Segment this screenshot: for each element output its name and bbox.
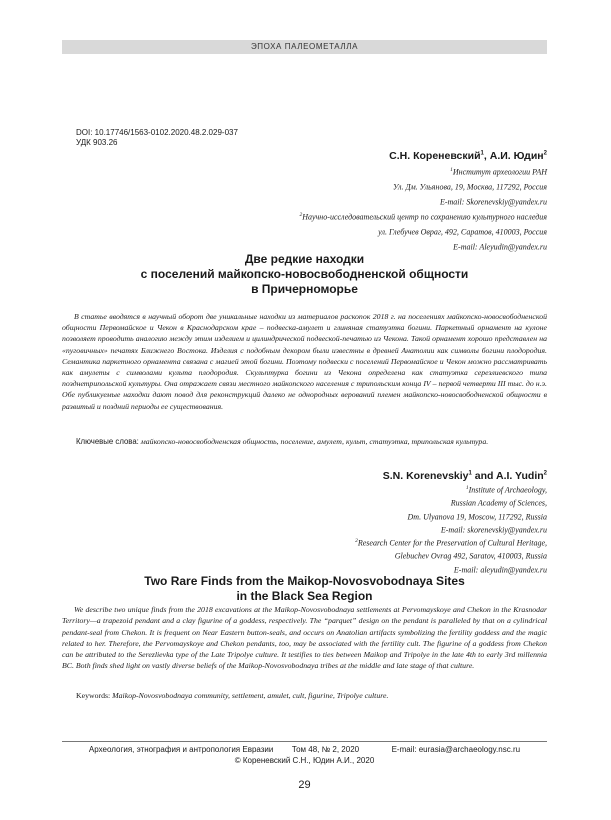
ru-affil-text: E-mail: Aleyudin@yandex.ru — [453, 242, 547, 252]
en-author1-sup: 1 — [468, 470, 472, 477]
ru-title — [62, 252, 547, 297]
footer-volume: Том 48, № 2, 2020 — [291, 745, 360, 754]
en-author2: A.I. Yudin — [496, 470, 544, 482]
en-affil-line — [355, 536, 547, 549]
ru-affil-line — [300, 179, 547, 194]
ru-affil-text: ул. Глебучев Овраг, 492, Саратов, 410003, Россия — [378, 227, 547, 237]
ru-keywords-text: майкопско-новосвободненская общность, поселение, амулет, культ, статуэтка, трипольская культура. — [138, 437, 489, 446]
en-affil-text: Glebuchev Ovrag 492, Saratov, 410003, Russia — [394, 551, 547, 561]
ru-affil-text: Ул. Дм. Ульянова, 19, Москва, 117292, Россия — [393, 182, 547, 192]
en-keywords — [76, 690, 546, 701]
doi: DOI: 10.17746/1563-0102.2020.48.2.029-037 — [76, 128, 238, 137]
ru-title-line: в Причерноморье — [251, 282, 358, 296]
en-title-line: in the Black Sea Region — [236, 589, 373, 603]
ru-affil-line — [300, 164, 547, 179]
en-affil-text: Institute of Archaeology, — [468, 485, 547, 495]
footer-email: E-mail: eurasia@archaeology.nsc.ru — [391, 745, 521, 754]
en-affil-line — [355, 523, 547, 536]
ru-abstract: В статье вводятся в научный оборот две уникальные находки из материалов раскопок 2018 г. на поселениях майкопско-новосвободненской общности Первомайское и Чекон в Краснодарском крае – подвеска-амулет и глиняная статуэтка богини. Паркетный орнамент на кулоне позволяет проводить аналогию между этим изделием и цилиндрической подвеской-печатью из Чекона. Такой орнамент хорошо представлен на «пуговичных» печатях Ближнего Востока. Изделия с подобным декором были известны в древней Анатолии как символы богини плодородия. Семантика паркетного орнамента связана с магией этой богини. Поэтому подвески с поселений Первомайское и Чекон можно рассматривать как амулеты с символами культа плодородия. Скульптурка богини из Чекона определена как статуэтка серезлиевского типа позднетрипольской культуры. Она отражает связи местного майкопского населения с трипольским конца IV – первой четверти III тыс. до н.э. Обе публикуемые находки дают повод для реконструкций далеко не однородных верований племен майкопско-новосвободненской общности в развитый и поздний периоды ее существования. — [62, 312, 547, 411]
udk: УДК 903.26 — [76, 138, 118, 147]
en-keywords-label: Keywords: — [76, 691, 111, 700]
ru-affil-line — [300, 224, 547, 239]
en-affiliations — [355, 483, 547, 576]
ru-affil-text: Институт археологии РАН — [452, 167, 547, 177]
footer-rule — [62, 741, 547, 742]
ru-affil-text: E-mail: Skorenevskiy@yandex.ru — [439, 197, 547, 207]
en-affil-text: Research Center for the Preservation of Cultural Heritage, — [357, 538, 547, 548]
page-number: 29 — [298, 779, 311, 791]
section-header: ЭПОХА ПАЛЕОМЕТАЛЛА — [62, 40, 547, 54]
en-author-sep: and — [471, 470, 496, 482]
en-affil-line — [355, 549, 547, 562]
en-affil-sup: 1 — [465, 485, 469, 491]
en-author1: S.N. Korenevskiy — [382, 470, 469, 482]
ru-affil-line — [300, 194, 547, 209]
en-affil-text: Russian Academy of Sciences, — [450, 498, 547, 508]
ru-affil-line — [300, 209, 547, 224]
ru-keywords — [76, 436, 546, 447]
en-abstract: We describe two unique finds from the 2018 excavations at the Maikop-Novosvobodnaya settlements at Pervomayskoye and Chekon in the Krasnodar Territory—a trapezoid pendant and a clay figurine of a goddess, respectively. The “parquet” design on the pendant is paralleled by that on a cylindrical pendant-seal from Chekon. It is frequent on Near Eastern button-seals, and occurs on Anatolian artifacts symbolizing the fertility goddess and the magic related to her. Therefore, the Pervomayskoye and Chekon pendants, too, may be associated with the fertility cult. The figurine of a goddess from Chekon can be attributed to the Serezlievka type of the Late Tripolye culture. It testifies to ties between Maikop and Tripolye in the late 4th to early 3rd millennia BC. Both finds shed light on vastly diverse beliefs of the Maikop-Novosvobodnaya tribes at the middle and late stage of that culture. — [62, 605, 547, 671]
en-title — [62, 574, 547, 604]
footer-journal-line — [62, 744, 547, 755]
ru-affil-sup: 1 — [450, 167, 453, 173]
ru-author2: А.И. Юдин — [489, 150, 544, 162]
footer-copyright: © Кореневский С.Н., Юдин А.И., 2020 — [234, 756, 375, 765]
en-affil-sup: 2 — [355, 538, 358, 544]
en-affil-line — [355, 510, 547, 523]
ru-author2-sup: 2 — [543, 150, 547, 157]
ru-affil-text: Научно-исследовательский центр по сохранению культурного наследия — [302, 212, 547, 222]
en-authors — [383, 470, 547, 482]
ru-author1: С.Н. Кореневский — [389, 150, 481, 162]
en-affil-text: E-mail: skorenevskiy@yandex.ru — [440, 525, 547, 535]
en-title-line: Two Rare Finds from the Maikop-Novosvobodnaya Sites — [144, 574, 465, 588]
ru-title-line: Две редкие находки — [244, 252, 365, 266]
en-author2-sup: 2 — [543, 470, 547, 477]
en-affil-line — [355, 496, 547, 509]
ru-author-sep: , — [483, 150, 490, 162]
footer-journal: Археология, этнография и антропология Евразии — [88, 745, 274, 754]
en-affil-text: E-mail: aleyudin@yandex.ru — [453, 565, 547, 575]
en-affil-line — [355, 483, 547, 496]
ru-affil-sup: 2 — [299, 211, 303, 218]
ru-authors — [389, 150, 547, 162]
ru-keywords-label: Ключевые слова: — [76, 437, 139, 446]
en-affil-text: Dm. Ulyanova 19, Moscow, 117292, Russia — [407, 512, 547, 522]
en-keywords-text: Maikop-Novosvobodnaya community, settlement, amulet, cult, figurine, Tripolye culture. — [110, 691, 389, 700]
ru-title-line: с поселений майкопско-новосвободненской общности — [140, 267, 469, 281]
ru-author1-sup: 1 — [480, 150, 484, 157]
ru-affiliations — [300, 164, 547, 254]
